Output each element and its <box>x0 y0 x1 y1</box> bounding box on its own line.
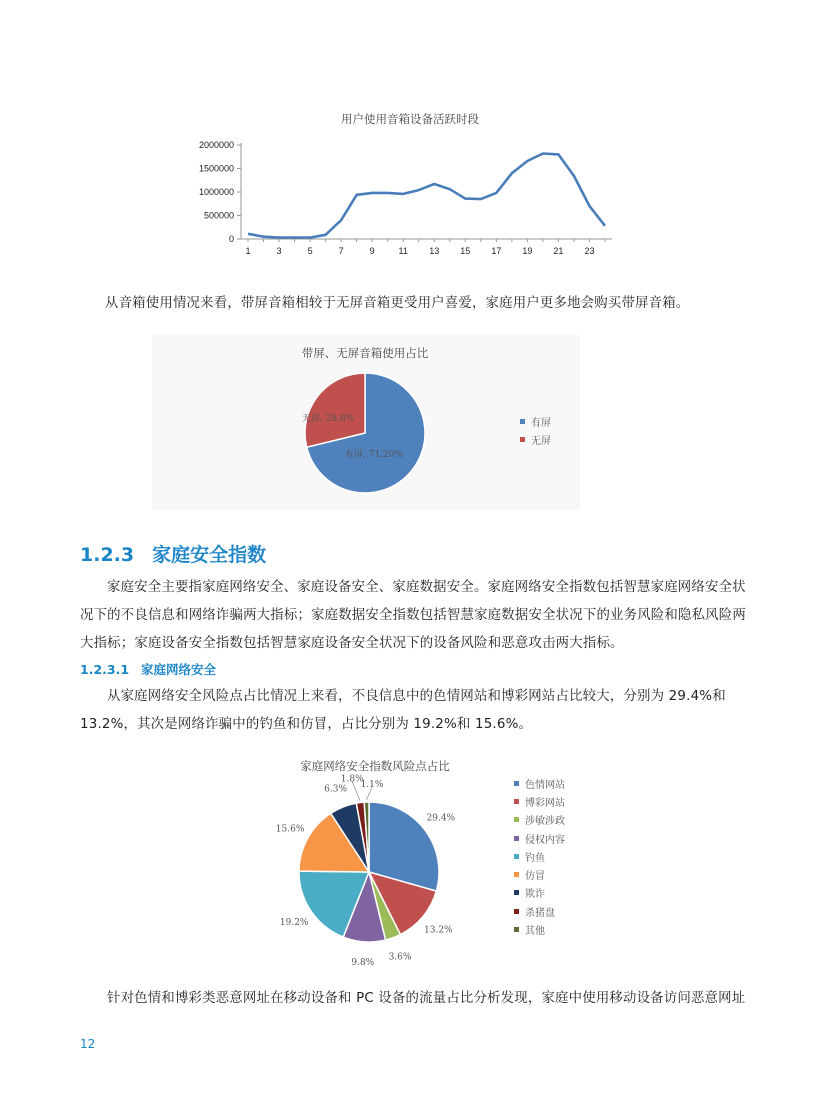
x-tick-label: 1 <box>245 246 251 256</box>
subsection-title: 家庭网络安全 <box>141 662 217 677</box>
legend-label: 博彩网站 <box>525 797 565 809</box>
pie1-legend <box>520 412 551 449</box>
legend-swatch <box>514 854 519 859</box>
legend-label: 仿冒 <box>525 871 545 883</box>
legend-label: 其他 <box>525 926 545 938</box>
legend-label: 色情网站 <box>525 779 565 791</box>
legend-swatch <box>514 927 519 932</box>
x-tick-label: 17 <box>491 246 502 256</box>
legend-item <box>514 829 565 847</box>
x-tick-label: 11 <box>398 246 408 256</box>
legend-swatch <box>520 437 525 442</box>
legend-item <box>514 774 565 792</box>
y-tick-label: 0 <box>228 234 234 244</box>
speaker-usage-paragraph: 从音箱使用情况来看，带屏音箱相较于无屏音箱更受用户喜爱，家庭用户更多地会购买带屏音箱。 <box>105 296 690 311</box>
pie1-chart <box>300 368 430 498</box>
legend-item-with-screen <box>520 412 551 430</box>
intro-line: 家庭安全主要指家庭网络安全、家庭设备安全、家庭数据安全。家庭网络安全指数包括智慧家庭网络安全状 <box>107 580 746 595</box>
subsection-number: 1.2.3.1 <box>80 662 130 677</box>
legend-item <box>514 811 565 829</box>
section-number: 1.2.3 <box>80 544 135 566</box>
legend-swatch <box>514 781 519 786</box>
x-tick-label: 13 <box>429 246 440 256</box>
y-tick-label: 2000000 <box>198 140 234 150</box>
y-tick-label: 1500000 <box>198 163 234 174</box>
legend-item <box>514 847 565 865</box>
pie2-title: 家庭网络安全指数风险点占比 <box>300 759 450 773</box>
intro-line: 大指标；家庭设备安全指数包括智慧家庭设备安全状况下的设备风险和恶意攻击两大指标。 <box>80 636 624 651</box>
pie2-slice-label: 3.6% <box>388 952 412 963</box>
x-tick-label: 23 <box>584 246 595 256</box>
legend-swatch <box>514 799 519 804</box>
pie2-chart <box>265 772 505 968</box>
network-line: 从家庭网络安全风险点占比情况上来看，不良信息中的色情网站和博彩网站占比较大，分别为 29.4%和 <box>107 689 726 704</box>
legend-swatch <box>520 419 525 424</box>
legend-label: 涉敏涉政 <box>525 816 565 828</box>
section-heading <box>80 540 266 567</box>
pie1-title: 带屏、无屏音箱使用占比 <box>301 346 429 360</box>
legend-label: 钓鱼 <box>525 852 545 864</box>
pie2-slice-label: 9.8% <box>351 957 375 968</box>
x-tick-label: 3 <box>276 246 282 256</box>
legend-item <box>514 865 565 883</box>
legend-swatch <box>514 836 519 841</box>
pie1-slice-label: 有屏, 71.20% <box>345 450 404 460</box>
intro-paragraph <box>80 574 750 658</box>
page-number: 12 <box>80 1037 96 1051</box>
pie2-slice-label: 29.4% <box>426 813 456 824</box>
x-tick-label: 5 <box>307 246 313 256</box>
y-tick-label: 500000 <box>203 210 234 221</box>
legend-swatch <box>514 909 519 914</box>
x-tick-label: 7 <box>338 246 344 256</box>
pie2-slice-label: 15.6% <box>275 824 305 835</box>
y-tick-label: 1000000 <box>198 187 234 197</box>
x-tick-label: 15 <box>460 246 471 256</box>
x-tick-label: 19 <box>522 246 533 256</box>
legend-item-no-screen <box>520 430 551 448</box>
pie1-slice-label: 无屏, 28.8% <box>302 414 355 424</box>
legend-swatch <box>514 890 519 895</box>
pie2-slice-label: 6.3% <box>324 784 348 795</box>
pie2-slice-label: 1.8% <box>340 774 364 785</box>
pie2-slice-label: 1.1% <box>360 780 384 791</box>
x-tick-label: 9 <box>369 246 375 256</box>
intro-line: 况下的不良信息和网络诈骗两大指标；家庭数据安全指数包括智慧家庭数据安全状况下的业务风险和隐私风险两 <box>80 608 746 623</box>
legend-item <box>514 902 565 920</box>
legend-swatch <box>514 872 519 877</box>
legend-label: 欺诈 <box>525 889 545 901</box>
section-title: 家庭安全指数 <box>152 544 267 566</box>
legend-label: 侵权内容 <box>525 834 565 846</box>
legend-item <box>514 920 565 938</box>
pie2-slice-label: 13.2% <box>424 925 453 936</box>
series-line <box>248 154 605 238</box>
legend-item <box>514 792 565 810</box>
x-tick-label: 21 <box>553 246 564 256</box>
legend-label: 杀猪盘 <box>525 907 555 919</box>
line-chart-title: 用户使用音箱设备活跃时段 <box>341 112 479 126</box>
pie2-slice-label: 19.2% <box>279 918 309 929</box>
line-chart <box>180 130 630 265</box>
subsection-heading <box>80 660 216 678</box>
network-line: 13.2%，其次是网络诈骗中的钓鱼和仿冒，占比分别为 19.2%和 15.6%。 <box>80 717 533 732</box>
legend-label: 有屏 <box>531 417 551 429</box>
pie2-legend <box>514 774 565 939</box>
legend-item <box>514 884 565 902</box>
legend-label: 无屏 <box>531 435 551 447</box>
legend-swatch <box>514 817 519 822</box>
network-paragraph <box>80 683 750 739</box>
traffic-paragraph: 针对色情和博彩类恶意网址在移动设备和 PC 设备的流量占比分析发现，家庭中使用移动设备访问恶意网址 <box>107 991 746 1006</box>
